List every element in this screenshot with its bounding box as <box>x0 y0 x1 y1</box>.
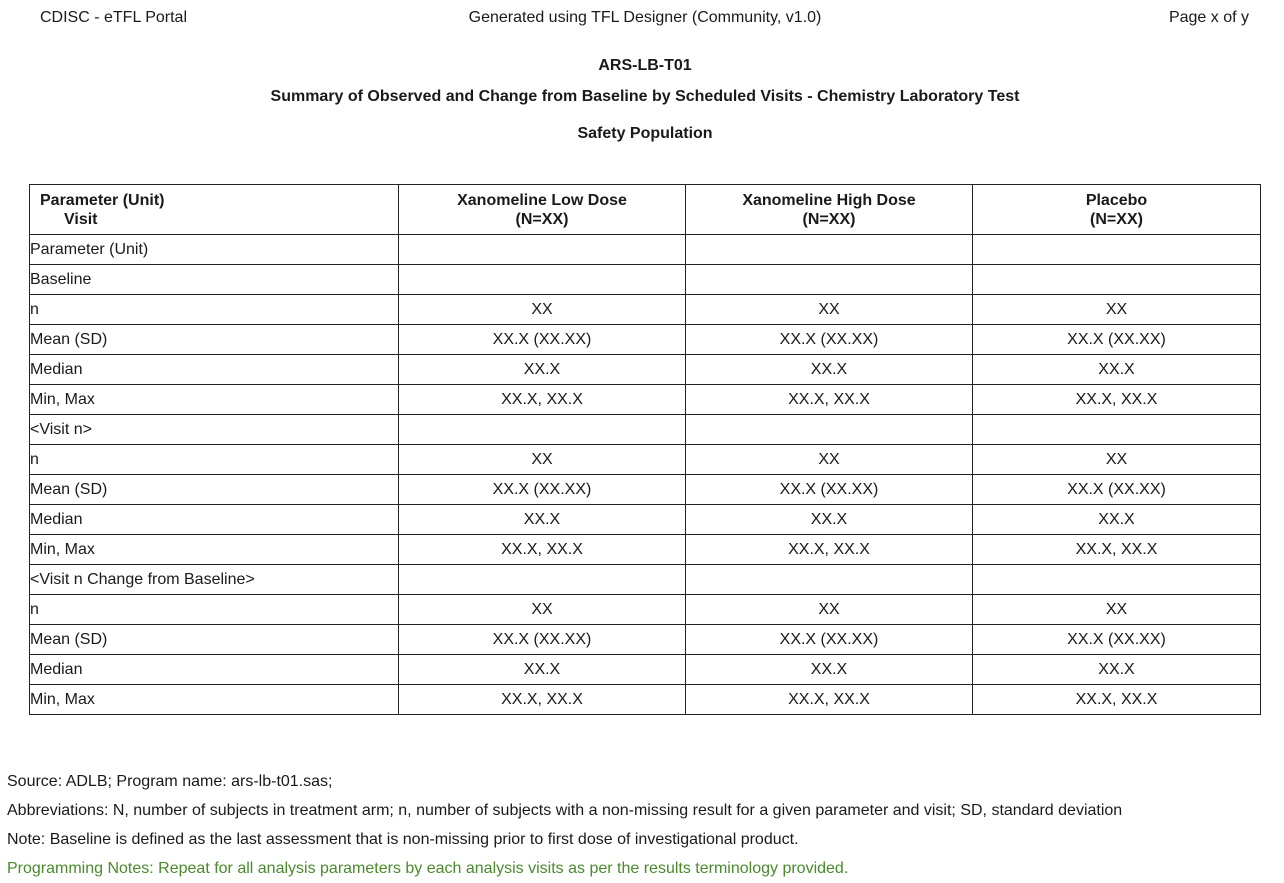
cell-value: XX.X (XX.XX) <box>973 625 1261 655</box>
cell-value: XX.X (XX.XX) <box>686 325 973 355</box>
table-row <box>30 625 1261 655</box>
table-row <box>30 595 1261 625</box>
row-label: n <box>30 595 399 625</box>
cell-value: XX.X (XX.XX) <box>686 625 973 655</box>
row-label: n <box>30 295 399 325</box>
cell-value: XX.X <box>686 655 973 685</box>
column-header-parameter-label: Parameter (Unit) <box>40 191 165 209</box>
cell-value: XX.X <box>686 355 973 385</box>
table-body <box>30 235 1261 715</box>
cell-value: XX.X (XX.XX) <box>973 325 1261 355</box>
column-header-visit-label: Visit <box>64 210 98 228</box>
table-row <box>30 505 1261 535</box>
cell-value: XX.X (XX.XX) <box>399 475 686 505</box>
cell-value <box>973 235 1261 265</box>
cell-value: XX <box>399 445 686 475</box>
cell-value: XX.X, XX.X <box>686 385 973 415</box>
cell-value: XX <box>686 595 973 625</box>
row-label: Median <box>30 505 399 535</box>
page-number: Page x of y <box>1168 9 1249 26</box>
row-label: Mean (SD) <box>30 625 399 655</box>
portal-name: CDISC - eTFL Portal <box>40 9 187 26</box>
cell-value: XX.X (XX.XX) <box>686 475 973 505</box>
generator-info: Generated using TFL Designer (Community, v1.0) <box>468 9 822 26</box>
table-row <box>30 265 1261 295</box>
cell-value: XX.X <box>973 355 1261 385</box>
row-label: <Visit n Change from Baseline> <box>30 565 399 595</box>
row-label: Median <box>30 655 399 685</box>
row-label: Mean (SD) <box>30 325 399 355</box>
cell-value: XX.X, XX.X <box>686 685 973 715</box>
cell-value: XX <box>973 295 1261 325</box>
cell-value: XX.X <box>399 655 686 685</box>
arm-n: (N=XX) <box>1090 210 1143 228</box>
cell-value <box>686 265 973 295</box>
cell-value: XX <box>399 295 686 325</box>
cell-value <box>686 565 973 595</box>
row-label: Parameter (Unit) <box>30 235 399 265</box>
arm-n: (N=XX) <box>802 210 856 228</box>
cell-value: XX <box>686 445 973 475</box>
cell-value: XX.X <box>399 355 686 385</box>
cell-value <box>686 235 973 265</box>
cell-value: XX <box>399 595 686 625</box>
cell-value: XX.X (XX.XX) <box>399 325 686 355</box>
table-row <box>30 325 1261 355</box>
cell-value <box>973 565 1261 595</box>
table-row <box>30 535 1261 565</box>
arm-name: Placebo <box>1085 191 1148 209</box>
table-id: ARS-LB-T01 <box>598 57 692 74</box>
cell-value <box>399 265 686 295</box>
table-row <box>30 445 1261 475</box>
table-row <box>30 655 1261 685</box>
table-row <box>30 685 1261 715</box>
cell-value: XX.X, XX.X <box>973 685 1261 715</box>
footnote-programming-note: Programming Notes: Repeat for all analysis parameters by each analysis visits as per the results terminology provided. <box>7 860 849 877</box>
column-header-arm-low-dose <box>399 185 686 235</box>
cell-value <box>973 415 1261 445</box>
row-label: Baseline <box>30 265 399 295</box>
population-title: Safety Population <box>577 125 713 142</box>
table-row <box>30 235 1261 265</box>
row-label: Median <box>30 355 399 385</box>
row-label: Mean (SD) <box>30 475 399 505</box>
cell-value: XX <box>973 445 1261 475</box>
cell-value: XX.X, XX.X <box>973 535 1261 565</box>
table-row <box>30 415 1261 445</box>
cell-value: XX <box>973 595 1261 625</box>
cell-value: XX.X, XX.X <box>399 685 686 715</box>
cell-value: XX <box>686 295 973 325</box>
cell-value: XX.X <box>686 505 973 535</box>
cell-value <box>686 415 973 445</box>
column-header-arm-placebo <box>973 185 1261 235</box>
header-row <box>30 185 1261 235</box>
table-row <box>30 295 1261 325</box>
arm-name: Xanomeline Low Dose <box>457 191 627 209</box>
summary-table <box>29 184 1261 715</box>
cell-value: XX.X, XX.X <box>399 385 686 415</box>
row-label: <Visit n> <box>30 415 399 445</box>
column-header-arm-high-dose <box>686 185 973 235</box>
cell-value <box>399 235 686 265</box>
cell-value: XX.X (XX.XX) <box>973 475 1261 505</box>
row-label: n <box>30 445 399 475</box>
cell-value: XX.X, XX.X <box>686 535 973 565</box>
cell-value: XX.X, XX.X <box>973 385 1261 415</box>
cell-value: XX.X (XX.XX) <box>399 625 686 655</box>
cell-value: XX.X <box>973 505 1261 535</box>
arm-n: (N=XX) <box>515 210 569 228</box>
table-row <box>30 385 1261 415</box>
table-row <box>30 565 1261 595</box>
cell-value: XX.X <box>973 655 1261 685</box>
table-title: Summary of Observed and Change from Baseline by Scheduled Visits - Chemistry Laboratory Test <box>270 88 1020 105</box>
footnote-abbreviations: Abbreviations: N, number of subjects in treatment arm; n, number of subjects with a non-missing result for a given parameter and visit; SD, standard deviation <box>7 802 1123 819</box>
table-row <box>30 475 1261 505</box>
cell-value: XX.X <box>399 505 686 535</box>
footnote-source: Source: ADLB; Program name: ars-lb-t01.sas; <box>7 773 333 790</box>
cell-value: XX.X, XX.X <box>399 535 686 565</box>
cell-value <box>399 415 686 445</box>
arm-name: Xanomeline High Dose <box>742 191 916 209</box>
footnote-note: Note: Baseline is defined as the last assessment that is non-missing prior to first dose of investigational product. <box>7 831 799 848</box>
table-header <box>30 185 1261 235</box>
row-label: Min, Max <box>30 685 399 715</box>
table-row <box>30 355 1261 385</box>
cell-value <box>399 565 686 595</box>
column-header-parameter <box>30 185 399 235</box>
cell-value <box>973 265 1261 295</box>
row-label: Min, Max <box>30 385 399 415</box>
row-label: Min, Max <box>30 535 399 565</box>
